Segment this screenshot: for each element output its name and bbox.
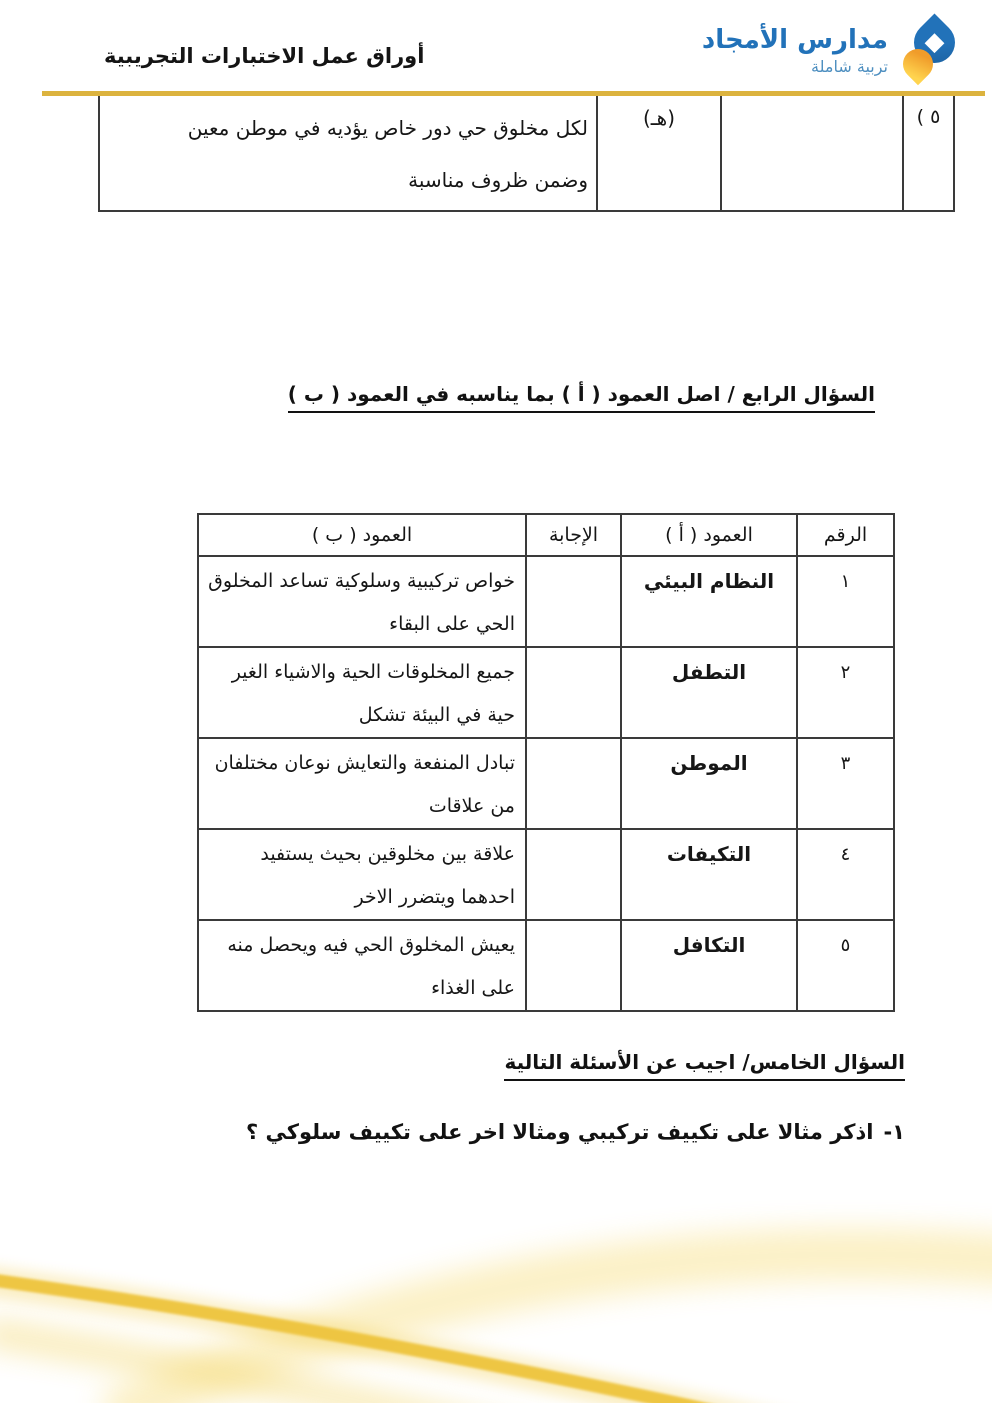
- table-row: [198, 647, 894, 738]
- matching-table: [197, 513, 895, 1012]
- column-header-a: العمود ( أ ): [621, 514, 797, 556]
- table-row: [198, 920, 894, 1011]
- answer-cell: [526, 738, 621, 829]
- statement-cell: [99, 96, 597, 211]
- decorative-swoosh-graphic: [0, 1200, 992, 1403]
- logo-mark-icon: [900, 18, 958, 84]
- table-header-row: [198, 514, 894, 556]
- term-a-cell: الموطن: [621, 738, 797, 829]
- row-number: ٣: [797, 738, 894, 829]
- continuation-table: [98, 96, 955, 212]
- term-a-cell: النظام البيئي: [621, 556, 797, 647]
- row-number: ٢: [797, 647, 894, 738]
- school-logo: [702, 18, 958, 84]
- logo-school-name: مدارس الأمجاد: [701, 25, 888, 56]
- row-number: ١: [797, 556, 894, 647]
- answer-cell: [526, 647, 621, 738]
- definition-b-cell: تبادل المنفعة والتعايش نوعان مختلفان من علاقات: [198, 738, 526, 829]
- term-a-cell: التكيفات: [621, 829, 797, 920]
- question-item-text: اذكر مثالا على تكييف تركيبي ومثالا اخر على تكييف سلوكي ؟: [246, 1120, 874, 1144]
- definition-b-cell: خواص تركيبية وسلوكية تساعد المخلوق الحي على البقاء: [198, 556, 526, 647]
- statement-line-1: لكل مخلوق حي دور خاص يؤديه في موطن معين: [187, 116, 588, 140]
- question4-heading: السؤال الرابع / اصل العمود ( أ ) بما يناسبه في العمود ( ب ): [288, 382, 875, 413]
- page-title: أوراق عمل الاختبارات التجريبية: [104, 44, 425, 68]
- term-a-cell: التطفل: [621, 647, 797, 738]
- row-number: ٥: [797, 920, 894, 1011]
- definition-b-cell: علاقة بين مخلوقين بحيث يستفيد احدهما ويتضرر الاخر: [198, 829, 526, 920]
- diamond-hole-icon: [925, 33, 945, 53]
- answer-cell: [526, 920, 621, 1011]
- blank-cell: [721, 96, 903, 211]
- question-number-cell: ٥ ): [903, 96, 954, 211]
- answer-letter-cell: (هـ): [597, 96, 721, 211]
- term-a-cell: التكافل: [621, 920, 797, 1011]
- question5-item-1: [246, 1120, 905, 1144]
- column-header-answer: الإجابة: [526, 514, 621, 556]
- table-row: [198, 738, 894, 829]
- header-divider: [42, 91, 985, 96]
- answer-cell: [526, 556, 621, 647]
- logo-tagline: تربية شاملة: [811, 56, 888, 76]
- column-header-number: الرقم: [797, 514, 894, 556]
- table-row: [198, 556, 894, 647]
- question5-heading: السؤال الخامس/ اجيب عن الأسئلة التالية: [504, 1050, 905, 1081]
- logo-text-block: [702, 26, 888, 76]
- answer-cell: [526, 829, 621, 920]
- row-number: ٤: [797, 829, 894, 920]
- table-row: [198, 829, 894, 920]
- definition-b-cell: جميع المخلوقات الحية والاشياء الغير حية في البيئة تشكل: [198, 647, 526, 738]
- statement-line-2: وضمن ظروف مناسبة: [408, 168, 588, 192]
- question-item-number: ١-: [883, 1120, 905, 1144]
- table-row: [99, 96, 954, 211]
- definition-b-cell: يعيش المخلوق الحي فيه ويحصل منه على الغذاء: [198, 920, 526, 1011]
- column-header-b: العمود ( ب ): [198, 514, 526, 556]
